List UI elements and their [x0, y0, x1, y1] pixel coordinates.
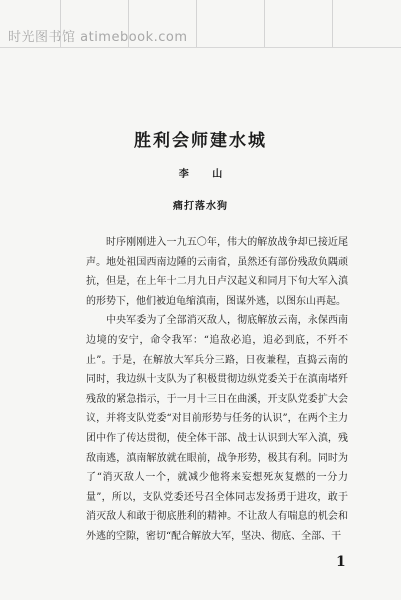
body-text: [86, 233, 348, 547]
section-heading: 痛打落水狗: [173, 201, 228, 212]
paragraph: 时序刚刚进入一九五〇年，伟大的解放战争却已接近尾声。地处祖国西南边陲的云南省，虽然还有部份残敌负隅顽抗，但是，在上年十二月九日卢汉起义和同月下旬大军入滇的形势下，他们被迫龟缩滇南，图谋外逃，以图东山再起。: [86, 237, 348, 307]
header-divider: [264, 0, 265, 47]
paragraph: 中央军委为了全部消灭敌人，彻底解放云南，永保西南边境的安宁，命令我军：“追敌必追，追必到底，不歼不止”。于是，在解放大军兵分三路，日夜兼程，直捣云南的同时，我边纵十支队为了积极贯彻边纵党委关于在滇南堵歼残敌的紧急指示，于一月十三日在曲溪，开支队党委扩大会议，并将支队党委“对目前形势与任务的认识”，在两个主力团中作了传达贯彻，使全体干部、战士认识到大军入滇，残敌南逃，滇南解放就在眼前，战争形势，极其有利。同时为了“消灭敌人一个，就减少他将来妄想死灰复燃的一分力量”，所以，支队党委还号召全体同志发扬勇于进攻，敢于消灭敌人和敢于彻底胜利的精神。不让敌人有喘息的机会和外逃的空隙，密切“配合解放大军，坚决、彻底、全部、干: [86, 315, 348, 542]
author-name: 李 山: [178, 169, 233, 180]
header-divider: [196, 0, 197, 47]
chapter-title: 胜利会师建水城: [134, 131, 267, 151]
header-divider: [332, 0, 333, 47]
page-number: 1: [336, 554, 346, 570]
site-watermark: 时光图书馆 atimebook.com: [8, 30, 188, 45]
